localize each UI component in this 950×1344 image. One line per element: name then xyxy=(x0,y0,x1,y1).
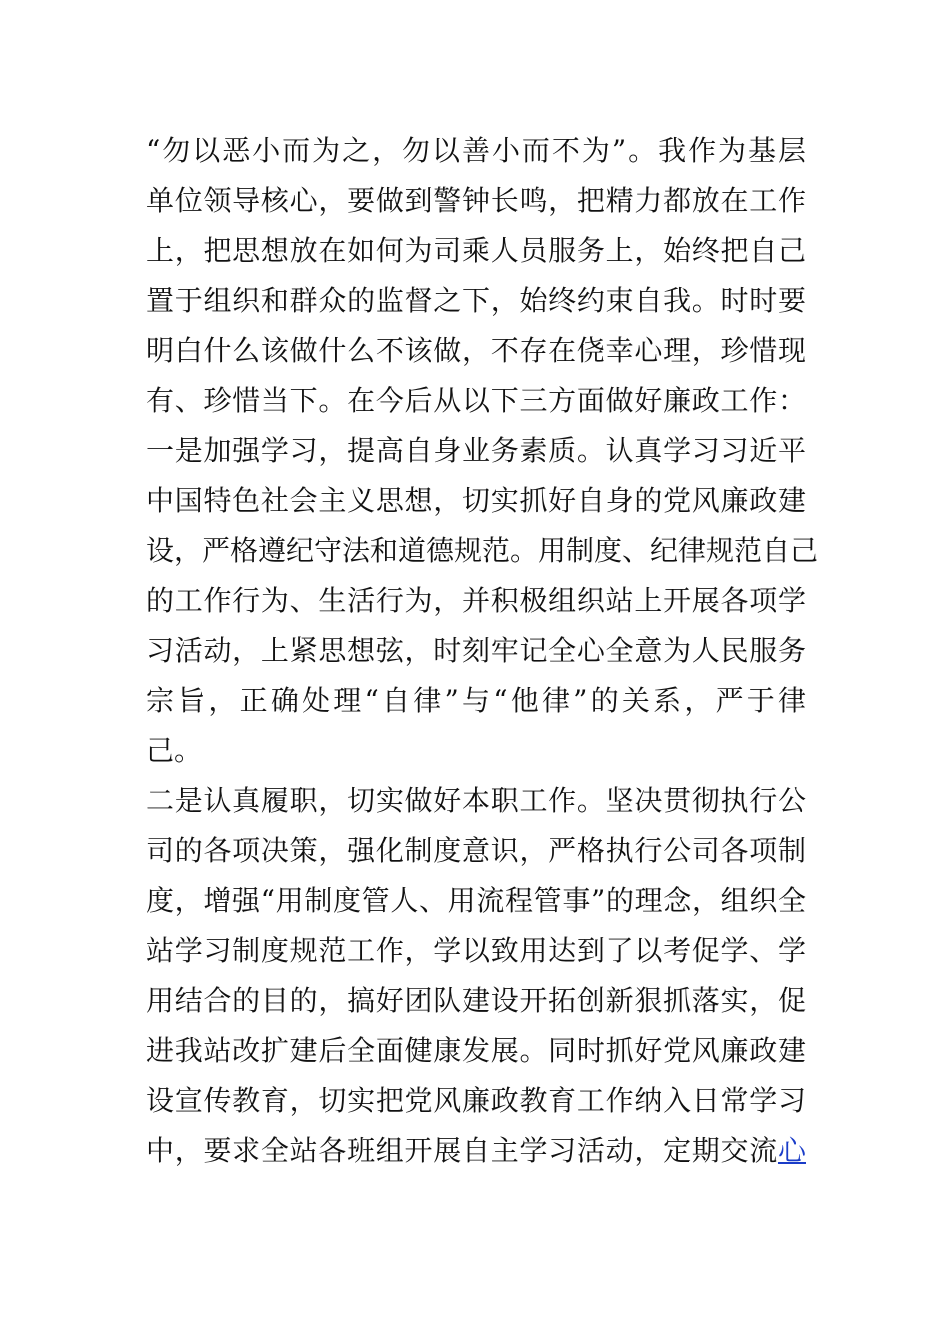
paragraph-line: 置于组织和群众的监督之下，始终约束自我。时时要 xyxy=(146,284,806,317)
paragraph-line: 度，增强“用制度管人、用流程管事”的理念，组织全 xyxy=(146,884,806,917)
paragraph-line: 二是认真履职，切实做好本职工作。坚决贯彻执行公 xyxy=(146,784,806,817)
paragraph-line: 习活动，上紧思想弦，时刻牢记全心全意为人民服务 xyxy=(146,634,806,667)
paragraph-line: 设，严格遵纪守法和道德规范。用制度、纪律规范自己 xyxy=(146,534,819,567)
paragraph-line: 司的各项决策，强化制度意识，严格执行公司各项制 xyxy=(146,834,806,867)
paragraph-line: “勿以恶小而为之，勿以善小而不为”。我作为基层 xyxy=(146,134,806,167)
paragraph-line: 明白什么该做什么不该做，不存在侥幸心理，珍惜现 xyxy=(146,334,806,367)
paragraph-line: 上，把思想放在如何为司乘人员服务上，始终把自己 xyxy=(146,234,806,267)
paragraph-line: 设宣传教育，切实把党风廉政教育工作纳入日常学习 xyxy=(146,1084,806,1117)
paragraph-line: 有、珍惜当下。在今后从以下三方面做好廉政工作： xyxy=(146,384,806,417)
paragraph-line: 中国特色社会主义思想，切实抓好自身的党风廉政建 xyxy=(146,484,806,517)
hyperlink-text[interactable]: 心 xyxy=(777,1134,806,1167)
paragraph-line: 进我站改扩建后全面健康发展。同时抓好党风廉政建 xyxy=(146,1034,806,1067)
paragraph-line: 单位领导核心，要做到警钟长鸣，把精力都放在工作 xyxy=(146,184,806,217)
paragraph-line: 用结合的目的，搞好团队建设开拓创新狠抓落实，促 xyxy=(146,984,806,1017)
paragraph-line-final xyxy=(146,1131,806,1171)
paragraph-line: 的工作行为、生活行为，并积极组织站上开展各项学 xyxy=(146,584,806,617)
paragraph-line: 己。 xyxy=(146,734,203,767)
paragraph-line: 站学习制度规范工作，学以致用达到了以考促学、学 xyxy=(146,934,806,967)
paragraph-line: 一是加强学习，提高自身业务素质。认真学习习近平 xyxy=(146,434,806,467)
paragraph-text: 中，要求全站各班组开展自主学习活动，定期交流 xyxy=(146,1134,778,1167)
paragraph-line: 宗旨，正确处理“自律”与“他律”的关系，严于律 xyxy=(146,684,806,717)
